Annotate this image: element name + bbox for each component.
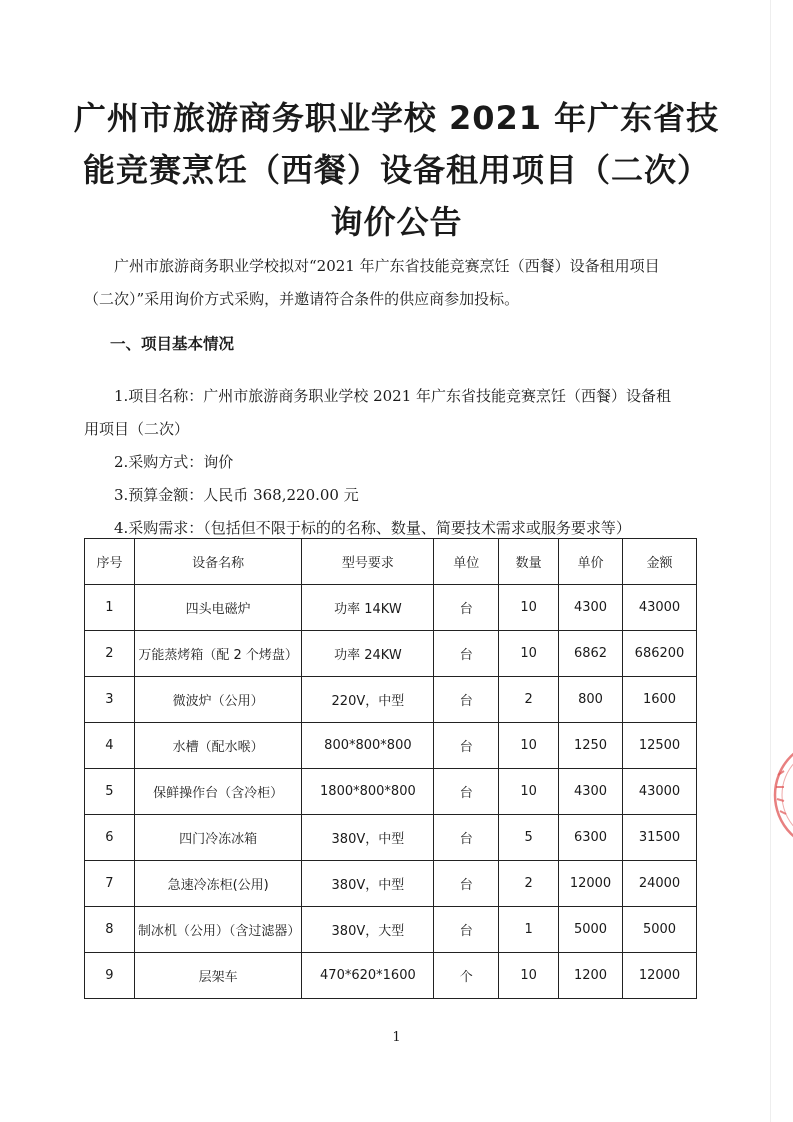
item-budget: 3.预算金额：人民币 368,220.00 元 [114,486,359,504]
table-cell: 12500 [623,723,697,769]
table-cell: 台 [434,723,499,769]
table-cell: 2 [499,861,559,907]
header-cell: 设备名称 [134,539,302,585]
table-row [85,677,697,723]
table-cell: 43000 [623,769,697,815]
table-cell: 7 [85,861,135,907]
title-line-1: 广州市旅游商务职业学校 2021 年广东省技 [73,99,720,137]
table-row [85,815,697,861]
item-requirements: 4.采购需求：（包括但不限于标的的名称、数量、简要技术需求或服务要求等） [114,519,631,537]
table-cell: 8 [85,907,135,953]
table-cell: 380V，中型 [302,815,434,861]
table-cell: 10 [499,769,559,815]
table-cell: 微波炉（公用） [134,677,302,723]
title-line-2: 能竞赛烹饪（西餐）设备租用项目（二次） [82,151,710,189]
table-cell: 台 [434,585,499,631]
table-row [85,585,697,631]
table-cell: 台 [434,769,499,815]
title-line-3: 询价公告 [330,203,463,241]
table-cell: 四门冷冻冰箱 [134,815,302,861]
table-cell: 10 [499,585,559,631]
table-cell: 24000 [623,861,697,907]
table-cell: 43000 [623,585,697,631]
table-cell: 功率 14KW [302,585,434,631]
table-cell: 686200 [623,631,697,677]
table-cell: 台 [434,631,499,677]
intro-line-2: （二次）”采用询价方式采购，并邀请符合条件的供应商参加投标。 [84,290,520,308]
table-cell: 380V，大型 [302,907,434,953]
table-cell: 6300 [559,815,623,861]
table-cell: 1800*800*800 [302,769,434,815]
table-row [85,631,697,677]
table-cell: 台 [434,677,499,723]
table-cell: 5000 [623,907,697,953]
table-cell: 四头电磁炉 [134,585,302,631]
header-cell: 型号要求 [302,539,434,585]
table-cell: 4300 [559,769,623,815]
item-project-name: 1.项目名称：广州市旅游商务职业学校 2021 年广东省技能竞赛烹饪（西餐）设备租 [114,387,672,405]
table-cell: 800*800*800 [302,723,434,769]
table-cell: 800 [559,677,623,723]
table-cell: 1600 [623,677,697,723]
table-row [85,769,697,815]
table-cell: 2 [499,677,559,723]
table-cell: 6 [85,815,135,861]
table-cell: 12000 [623,953,697,999]
table-cell: 5000 [559,907,623,953]
table-row [85,861,697,907]
table-cell: 4 [85,723,135,769]
intro-line-1: 广州市旅游商务职业学校拟对“2021 年广东省技能竞赛烹饪（西餐）设备租用项目 [114,257,660,275]
equipment-table [84,538,697,999]
table-cell: 470*620*1600 [302,953,434,999]
table-cell: 功率 24KW [302,631,434,677]
table-cell: 台 [434,815,499,861]
table-cell: 保鲜操作台（含冷柜） [134,769,302,815]
section-heading: 一、项目基本情况 [110,335,235,353]
table-cell: 3 [85,677,135,723]
table-cell: 水槽（配水喉） [134,723,302,769]
table-cell: 12000 [559,861,623,907]
header-cell: 序号 [85,539,135,585]
official-seal-icon [760,735,793,855]
table-cell: 9 [85,953,135,999]
header-cell: 单位 [434,539,499,585]
table-header-row [85,539,697,585]
table-row [85,953,697,999]
table-cell: 10 [499,953,559,999]
table-cell: 5 [85,769,135,815]
item-procurement-method: 2.采购方式：询价 [114,453,234,471]
table-row [85,907,697,953]
table-cell: 1 [85,585,135,631]
table-cell: 个 [434,953,499,999]
table-cell: 1 [499,907,559,953]
table-cell: 5 [499,815,559,861]
table-cell: 10 [499,631,559,677]
table-cell: 层架车 [134,953,302,999]
item-project-name-cont: 用项目（二次） [84,420,190,438]
table-cell: 2 [85,631,135,677]
table-row [85,723,697,769]
header-cell: 单价 [559,539,623,585]
page-number: 1 [392,1030,401,1045]
table-cell: 制冰机（公用）（含过滤器） [134,907,302,953]
table-cell: 万能蒸烤箱（配 2 个烤盘） [134,631,302,677]
table-cell: 急速冷冻柜(公用) [134,861,302,907]
table-cell: 4300 [559,585,623,631]
document-title [60,92,733,248]
project-info-list [84,380,710,545]
table-cell: 台 [434,861,499,907]
table-cell: 6862 [559,631,623,677]
header-cell: 数量 [499,539,559,585]
table-cell: 10 [499,723,559,769]
header-cell: 金额 [623,539,697,585]
page-edge [770,0,771,1122]
table-cell: 台 [434,907,499,953]
table-cell: 31500 [623,815,697,861]
table-cell: 380V，中型 [302,861,434,907]
table-cell: 1250 [559,723,623,769]
intro-paragraph [84,250,710,316]
table-cell: 1200 [559,953,623,999]
table-cell: 220V，中型 [302,677,434,723]
